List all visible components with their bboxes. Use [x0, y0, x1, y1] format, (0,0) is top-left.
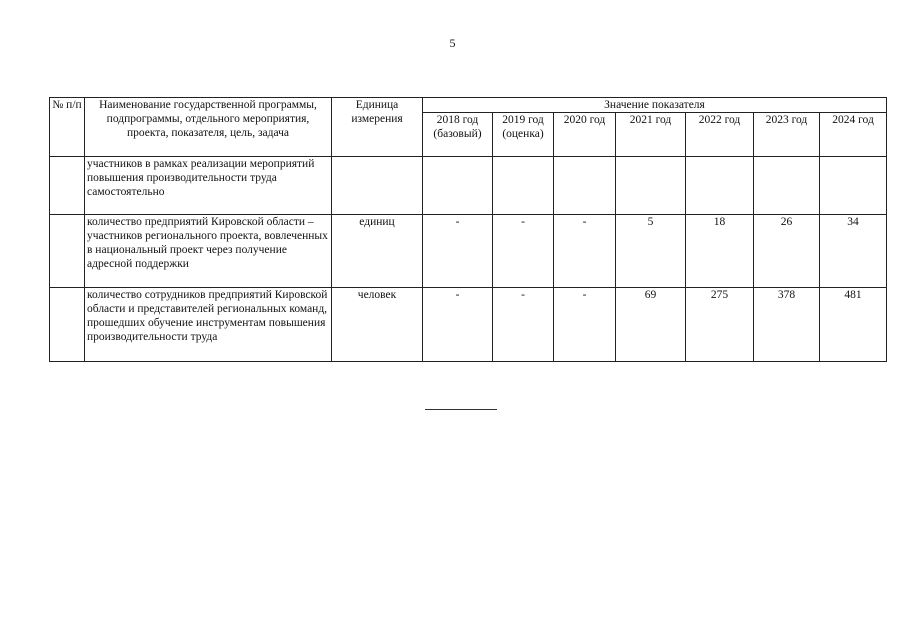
closing-separator-line [425, 409, 497, 410]
row-value-2022: 18 [686, 215, 754, 288]
row-value-2019: - [493, 215, 554, 288]
row-value-2022 [686, 157, 754, 215]
header-name: Наименование государственной программы, подпрограммы, отдельного мероприятия, проекта, показателя, цель, задача [85, 98, 332, 157]
page-number: 5 [449, 36, 456, 50]
row-unit [332, 157, 423, 215]
row-value-2018: - [423, 215, 493, 288]
row-value-2024: 34 [820, 215, 887, 288]
row-name: количество сотрудников предприятий Кировской области и представителей региональных команд, прошедших обучение инструментам повышения производительности труда [85, 288, 332, 362]
row-num [50, 288, 85, 362]
row-value-2023 [754, 157, 820, 215]
header-row-group [50, 98, 887, 113]
row-value-2021 [616, 157, 686, 215]
row-value-2018: - [423, 288, 493, 362]
row-value-2018 [423, 157, 493, 215]
row-value-2023: 378 [754, 288, 820, 362]
header-year-2020: 2020 год [554, 113, 616, 157]
row-num [50, 215, 85, 288]
row-name: участников в рамках реализации мероприятий повышения производительности труда самостоятельно [85, 157, 332, 215]
header-year-2019: 2019 год (оценка) [493, 113, 554, 157]
row-name: количество предприятий Кировской области – участников регионального проекта, вовлеченных в национальный проект через получение адресной поддержки [85, 215, 332, 288]
header-value-group: Значение показателя [423, 98, 887, 113]
row-num [50, 157, 85, 215]
row-value-2019: - [493, 288, 554, 362]
header-year-2022: 2022 год [686, 113, 754, 157]
row-value-2019 [493, 157, 554, 215]
row-unit: единиц [332, 215, 423, 288]
row-unit: человек [332, 288, 423, 362]
table-row [50, 215, 887, 288]
header-year-2023: 2023 год [754, 113, 820, 157]
row-value-2024 [820, 157, 887, 215]
row-value-2024: 481 [820, 288, 887, 362]
header-year-2018: 2018 год (базовый) [423, 113, 493, 157]
table-row [50, 157, 887, 215]
header-year-2024: 2024 год [820, 113, 887, 157]
header-unit: Единица измерения [332, 98, 423, 157]
indicators-table [49, 97, 887, 362]
row-value-2021: 5 [616, 215, 686, 288]
row-value-2021: 69 [616, 288, 686, 362]
row-value-2023: 26 [754, 215, 820, 288]
row-value-2020: - [554, 288, 616, 362]
header-num: № п/п [50, 98, 85, 157]
row-value-2020 [554, 157, 616, 215]
header-year-2021: 2021 год [616, 113, 686, 157]
row-value-2020: - [554, 215, 616, 288]
table-row [50, 288, 887, 362]
row-value-2022: 275 [686, 288, 754, 362]
